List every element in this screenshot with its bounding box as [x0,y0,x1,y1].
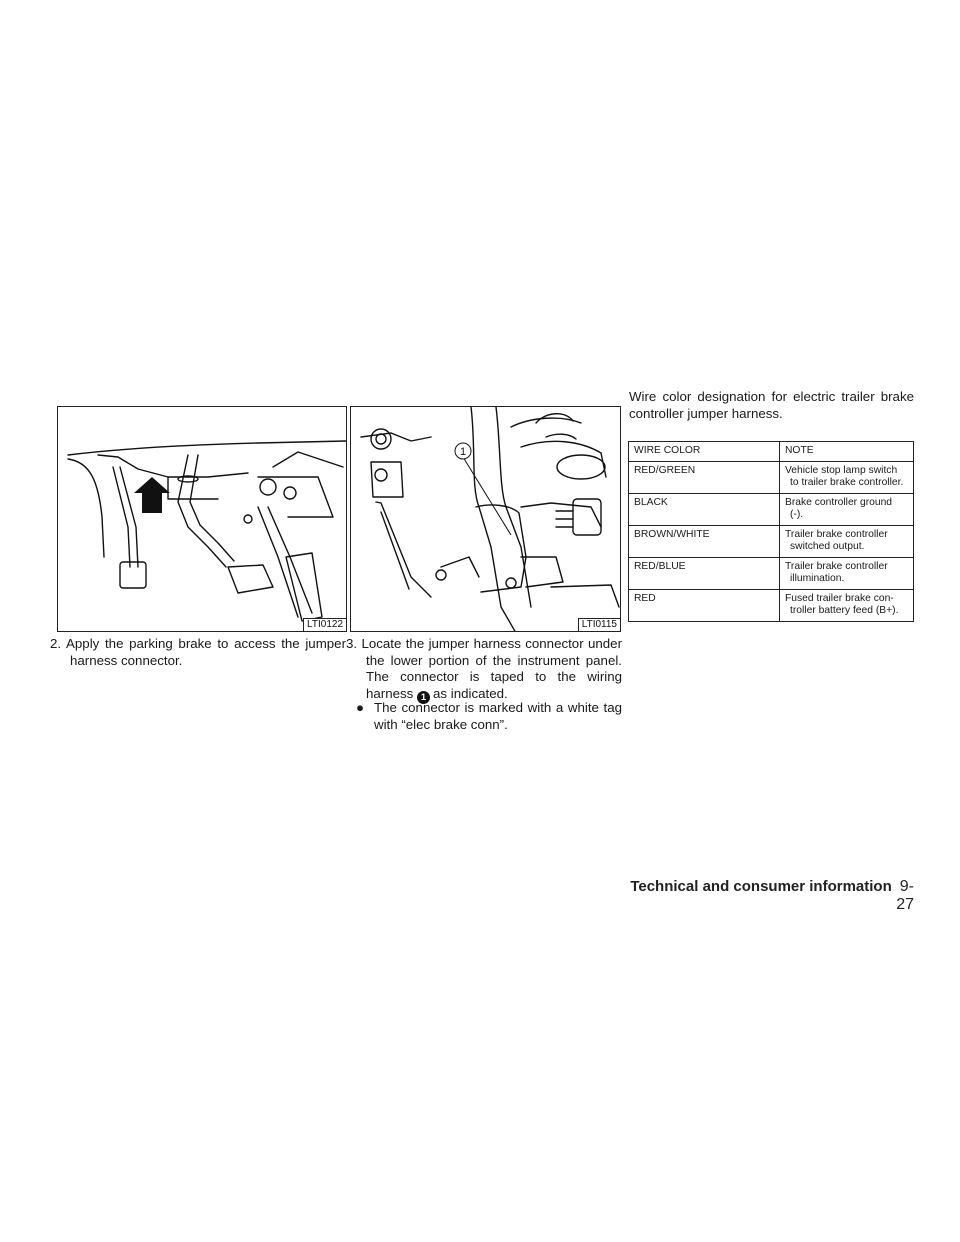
note-text: Vehicle stop lamp switch to trailer brake controller. [785,464,904,488]
table-header-row [629,442,914,462]
wire-color-table [628,441,914,622]
note-cell [780,493,914,525]
header-note: NOTE [780,442,914,462]
callout-marker: 1 [417,691,430,704]
step-text: Locate the jumper harness connector under the lower portion of the instrument panel. The connector is taped to the wiring harness [361,636,622,701]
header-wire-color: WIRE COLOR [629,442,780,462]
pedal-drawing [58,407,347,632]
pedal-illustration [57,406,347,632]
bullet-icon: ● [356,700,365,715]
bullet-text: The connector is marked with a white tag with “elec brake conn”. [374,700,622,732]
step-text: Apply the parking brake to access the jumper harness connector. [66,636,346,668]
table-row [629,461,914,493]
note-cell [780,461,914,493]
step-3-paragraph [346,636,622,704]
step-2-paragraph [50,636,346,669]
table-row [629,557,914,589]
section-title: Technical and consumer information [630,878,892,895]
note-text: Fused trailer brake con-troller battery feed (B+). [785,592,899,616]
wire-color-cell: BROWN/WHITE [629,525,780,557]
step-text-end: as indicated. [433,685,508,701]
table-row [629,589,914,621]
note-text: Trailer brake controller switched output. [785,528,888,552]
connector-illustration [350,406,621,632]
wire-color-cell: RED/BLUE [629,557,780,589]
step-number: 3. [346,636,358,651]
callout-number: 1 [460,446,467,458]
note-text: Brake controller ground (-). [785,496,893,520]
connector-drawing [351,407,621,632]
bullet-note [356,700,622,733]
step-number: 2. [50,636,62,651]
wire-color-cell: BLACK [629,493,780,525]
note-text: Trailer brake controller illumination. [785,560,888,584]
note-cell [780,525,914,557]
figure-code: LTI0122 [303,618,346,631]
page-footer [620,878,914,914]
note-cell [780,589,914,621]
wire-color-cell: RED [629,589,780,621]
note-cell [780,557,914,589]
table-row [629,525,914,557]
figure-code: LTI0115 [578,618,620,631]
page-number: 9-27 [896,878,914,913]
wire-color-cell: RED/GREEN [629,461,780,493]
table-row [629,493,914,525]
wire-intro-text: Wire color designation for electric trailer brake controller jumper harness. [629,389,914,421]
